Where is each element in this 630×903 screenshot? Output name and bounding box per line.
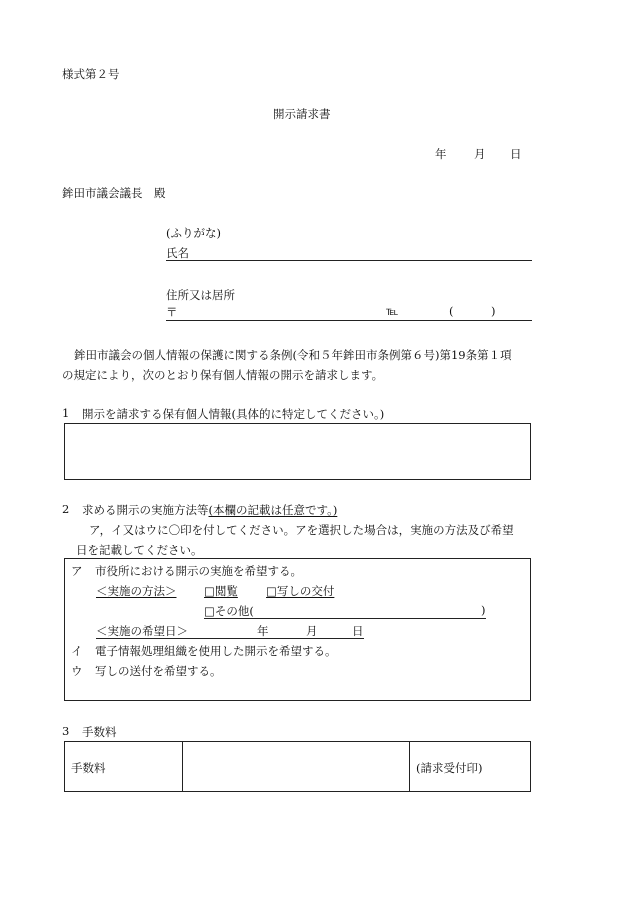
date-preference-day: 日: [352, 624, 364, 638]
section1-info-box[interactable]: [64, 423, 531, 480]
tel-paren-close: ): [491, 304, 496, 318]
option-b-text: 電子情報処理組織を使用した開示を希望する。: [95, 644, 337, 658]
section3-number: 3: [62, 724, 70, 738]
section2-instruction-1: ア，イ又はウに〇印を付してください。アを選択した場合は，実施の方法及び希望: [89, 523, 514, 537]
section2-heading-text: 求める開示の実施方法等: [82, 503, 209, 517]
fee-amount-field[interactable]: [183, 742, 408, 791]
page-title: 開示請求書: [273, 107, 331, 121]
date-preference-month: 月: [306, 624, 318, 638]
name-field[interactable]: [166, 260, 532, 261]
section2-heading-note: (本欄の記載は任意です。): [208, 503, 338, 517]
date-day-label: 日: [510, 147, 522, 161]
fee-table-divider-2: [409, 741, 410, 792]
fee-label: 手数料: [71, 761, 106, 775]
stamp-label: (請求受付印): [416, 761, 483, 775]
section1-number: 1: [62, 406, 70, 420]
addressee: 鉾田市議会議長 殿: [62, 186, 166, 200]
option-a-text: 市役所における開示の実施を希望する。: [95, 564, 302, 578]
section2-number: 2: [62, 502, 70, 516]
section2-heading: [82, 502, 337, 518]
section2-instruction-2: 日を記載してください。: [76, 543, 203, 557]
postal-mark: 〒: [166, 305, 178, 319]
tel-paren-open: (: [449, 304, 454, 318]
method-copy-checkbox[interactable]: □写しの交付: [266, 584, 335, 598]
section1-heading: 開示を請求する保有個人情報(具体的に特定してください。): [82, 407, 385, 421]
date-year-label: 年: [435, 147, 447, 161]
option-c-mark[interactable]: ウ: [71, 664, 83, 678]
date-preference-year: 年: [257, 624, 269, 638]
date-preference-field[interactable]: [96, 638, 364, 639]
method-other-field[interactable]: [204, 618, 486, 619]
method-other-close: ): [481, 603, 486, 617]
form-number: 様式第２号: [62, 67, 120, 81]
section3-heading: 手数料: [82, 725, 117, 739]
intro-line-2: の規定により，次のとおり保有個人情報の開示を請求します。: [62, 368, 384, 382]
method-other-checkbox[interactable]: □その他(: [204, 604, 254, 618]
tel-mark: ℡: [386, 304, 399, 318]
furigana-label: (ふりがな): [166, 226, 221, 240]
intro-line-1: 鉾田市議会の個人情報の保護に関する条例(令和５年鉾田市条例第６号)第19条第１項: [74, 348, 512, 362]
name-label: 氏名: [166, 246, 189, 260]
method-label: ＜実施の方法＞: [96, 584, 177, 598]
address-field[interactable]: [166, 320, 532, 321]
option-a-mark[interactable]: ア: [71, 564, 83, 578]
option-b-mark[interactable]: イ: [71, 644, 83, 658]
option-c-text: 写しの送付を希望する。: [95, 664, 222, 678]
date-preference-label: ＜実施の希望日＞: [96, 624, 188, 638]
address-label: 住所又は居所: [166, 288, 235, 302]
date-month-label: 月: [474, 147, 486, 161]
method-view-checkbox[interactable]: □閲覧: [204, 584, 238, 598]
